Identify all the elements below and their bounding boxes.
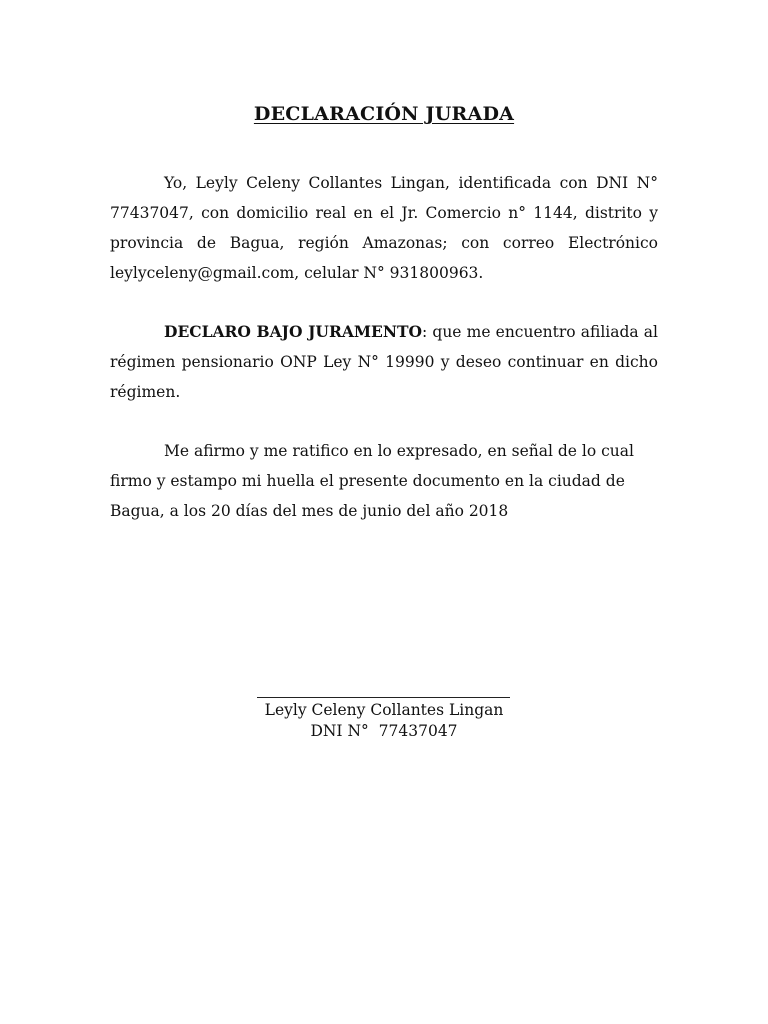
- declaration-lead: DECLARO BAJO JURAMENTO: [164, 322, 423, 341]
- signature-block: [0, 700, 768, 742]
- paragraph-declaration: [110, 317, 658, 407]
- paragraph-identification: Yo, Leyly Celeny Collantes Lingan, identificada con DNI N° 77437047, con domicilio real en el Jr. Comercio n° 1144, distrito y provincia de Bagua, región Amazonas; con correo Electrónico leylyceleny@gmail.com, celular N° 931800963.: [110, 174, 658, 282]
- signatory-name: Leyly Celeny Collantes Lingan: [264, 701, 504, 719]
- paragraph-ratification: Me afirmo y me ratifico en lo expresado, en señal de lo cual firmo y estampo mi huella el presente documento en la ciudad de Bagua, a los 20 días del mes de junio del año 2018: [110, 442, 634, 520]
- document-title: DECLARACIÓN JURADA: [253, 103, 515, 125]
- signature-line: [257, 697, 510, 698]
- declaration-body: : que me encuentro afiliada al régimen pensionario ONP Ley N° 19990 y deseo continuar en dicho régimen.: [110, 323, 658, 401]
- signatory-dni: DNI N° 77437047: [310, 722, 458, 740]
